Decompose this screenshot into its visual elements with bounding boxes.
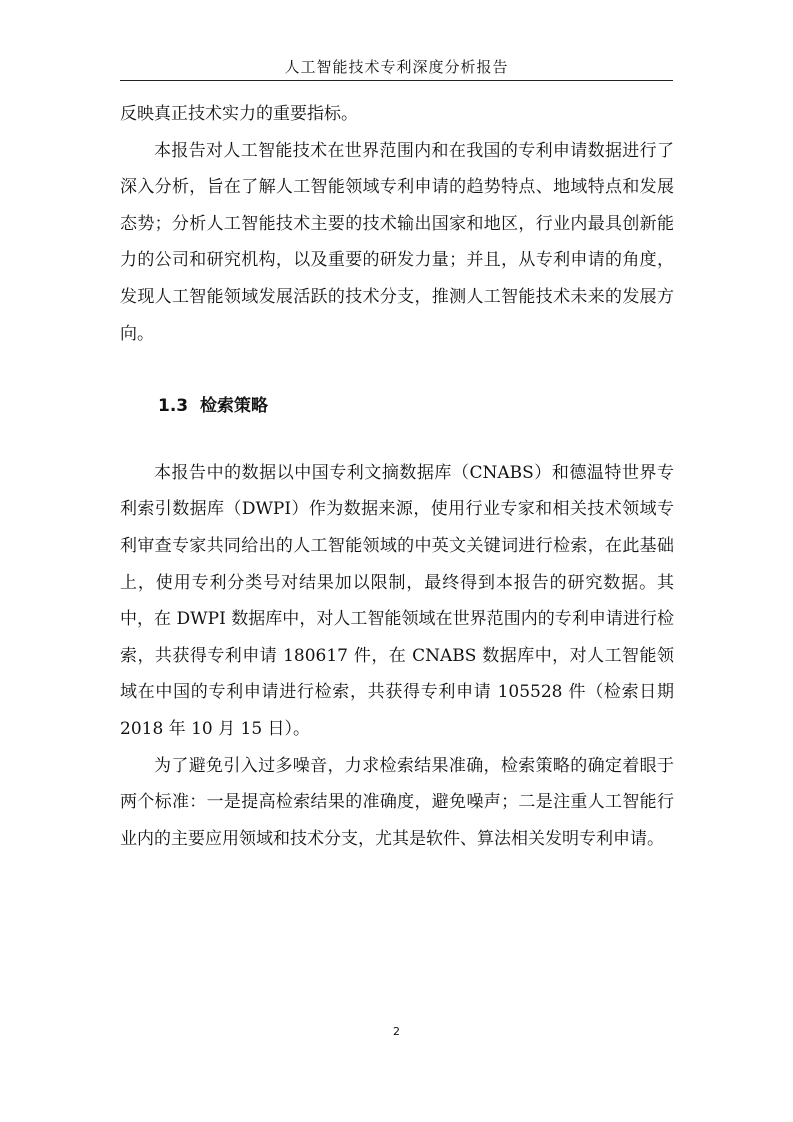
page-number: 2 [393,1025,400,1038]
paragraph-data-sources: 本报告中的数据以中国专利文摘数据库（CNABS）和德温特世界专利索引数据库（DWPI）作为数据来源，使用行业专家和相关技术领域专利审查专家共同给出的人工智能领域的中英文关键词进行检索，在此基础上，使用专利分类号对结果加以限制，最终得到本报告的研究数据。其中，在 DWPI 数据库中，对人工智能领域在世界范围内的专利申请进行检索，共获得专利申请 180617 件，在 CNABS 数据库中，对人工智能领域在中国的专利申请进行检索，共获得专利申请 105528 件（检索日期 2018 年 10 月 15 日）。 [120,462,674,739]
spacer [120,425,674,455]
paragraph-continued: 反映真正技术实力的重要指标。 [120,104,358,124]
paragraph-report-summary: 本报告对人工智能技术在世界范围内和在我国的专利申请数据进行了深入分析，旨在了解人工智能领域专利申请的趋势特点、地域特点和发展态势；分析人工智能技术主要的技术输出国家和地区，行业内最具创新能力的公司和研究机构，以及重要的研发力量；并且，从专利申请的角度，发现人工智能领域发展活跃的技术分支，推测人工智能技术未来的发展方向。 [120,140,674,344]
spacer [120,352,674,388]
page-body [120,96,674,857]
header-divider [120,80,673,81]
paragraph-search-criteria: 为了避免引入过多噪音，力求检索结果准确，检索策略的确定着眼于两个标准：一是提高检索结果的准确度，避免噪声；二是注重人工智能行业内的主要应用领域和技术分支，尤其是软件、算法相关发明专利申请。 [120,755,674,849]
section-number: 1.3 [158,396,189,417]
section-heading [120,388,674,425]
section-title: 检索策略 [199,396,268,417]
running-header: 人工智能技术专利深度分析报告 [284,58,509,76]
